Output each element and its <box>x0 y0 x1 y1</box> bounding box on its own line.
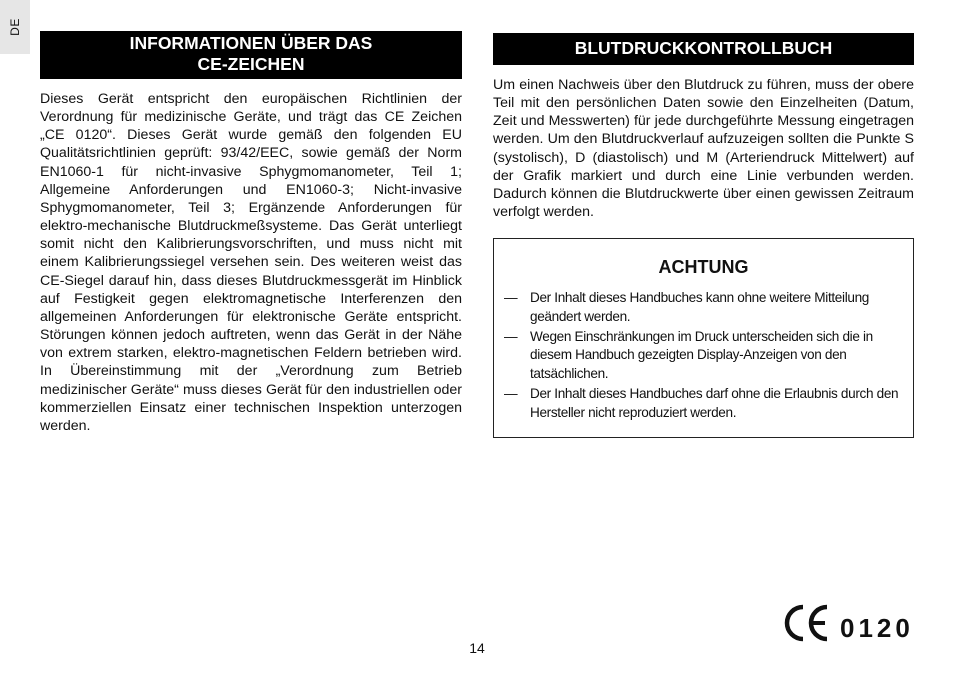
language-tab <box>0 0 30 54</box>
warning-item <box>504 289 906 327</box>
warning-item-text: Wegen Einschränkungen im Druck unterscheiden sich die in diesem Handbuch gezeigten Display-Anzeigen von den tatsächlichen. <box>530 328 873 382</box>
warning-item <box>504 328 906 384</box>
language-code: DE <box>8 18 22 36</box>
warning-title: ACHTUNG <box>658 257 749 277</box>
warning-list <box>504 289 906 424</box>
warning-item-text: Der Inhalt dieses Handbuches darf ohne die Erlaubnis durch den Hersteller nicht reproduziert werden. <box>530 385 899 420</box>
page-number: 14 <box>469 640 485 656</box>
ce-notified-body-number: 0120 <box>840 613 914 643</box>
warning-box <box>493 238 914 438</box>
ce-info-heading-line2: CE-ZEICHEN <box>197 54 305 74</box>
warning-item <box>504 385 906 423</box>
logbook-heading: BLUTDRUCKKONTROLLBUCH <box>493 33 914 65</box>
warning-item-text: Der Inhalt dieses Handbuches kann ohne weitere Mitteilung geändert werden. <box>530 290 869 324</box>
ce-info-body: Dieses Gerät entspricht den europäischen Richtlinien der Verordnung für medizinische Geräte, und trägt das CE Zeichen „CE 0120“. Dieses Gerät wurde gemäß den folgenden EU Qualitätsrichtlinien geprüft: 93/42/EEC, sowie gemäß der Norm EN1060-1 für nicht-invasive Sphygmomanometer, Teil 1; Allgemeine Anforderungen und EN1060-3; Nicht-invasive Sphygmomanometer, Teil 3; Ergänzende Anforderungen für elektro-mechanische Blutdruckmeßsysteme. Das Gerät unterliegt somit nicht den Kalibrierungsvorschriften, und muss nicht mit einem Kalibrierungssiegel versehen sein. Des weiteren weist das CE-Siegel darauf hin, dass dieses Blutdruckmessgerät im Hinblick auf Festigkeit gegen elektromagnetische Interferenzen den allgemeinen Anforderungen für elektronische Geräte entspricht. Störungen können jedoch auftreten, wenn das Gerät in der Nähe von extrem starken, elektro-magnetischen Feldern betrieben wird. In Übereinstimmung mit der „Verordnung zum Betrieb medizinischer Geräte“ muss dieses Gerät für den industriellen oder kommerziellen Einsatz einer technischen Inspektion unterzogen werden. <box>40 91 462 434</box>
ce-info-heading <box>40 31 462 79</box>
dash-bullet: — <box>504 290 518 305</box>
dash-bullet: — <box>504 385 518 401</box>
logbook-body: Um einen Nachweis über den Blutdruck zu führen, muss der obere Teil mit den persönlichen Daten sowie den Einzelheiten (Datum, Zeit und Messwerten) für jede durchgeführte Messung eingetragen werden. Um den Blutdruckverlauf aufzuzeigen sollten die Punkte S (systolisch), D (diastolisch) und M (Arteriendruck Mittelwert) auf der Grafik markiert und durch eine Linie verbunden werden. Dadurch können die Blutdruckwerte über einen gewissen Zeitraum verfolgt werden. <box>493 77 914 221</box>
dash-bullet: — <box>504 328 518 344</box>
ce-info-heading-line1: INFORMATIONEN ÜBER DAS <box>129 33 373 53</box>
